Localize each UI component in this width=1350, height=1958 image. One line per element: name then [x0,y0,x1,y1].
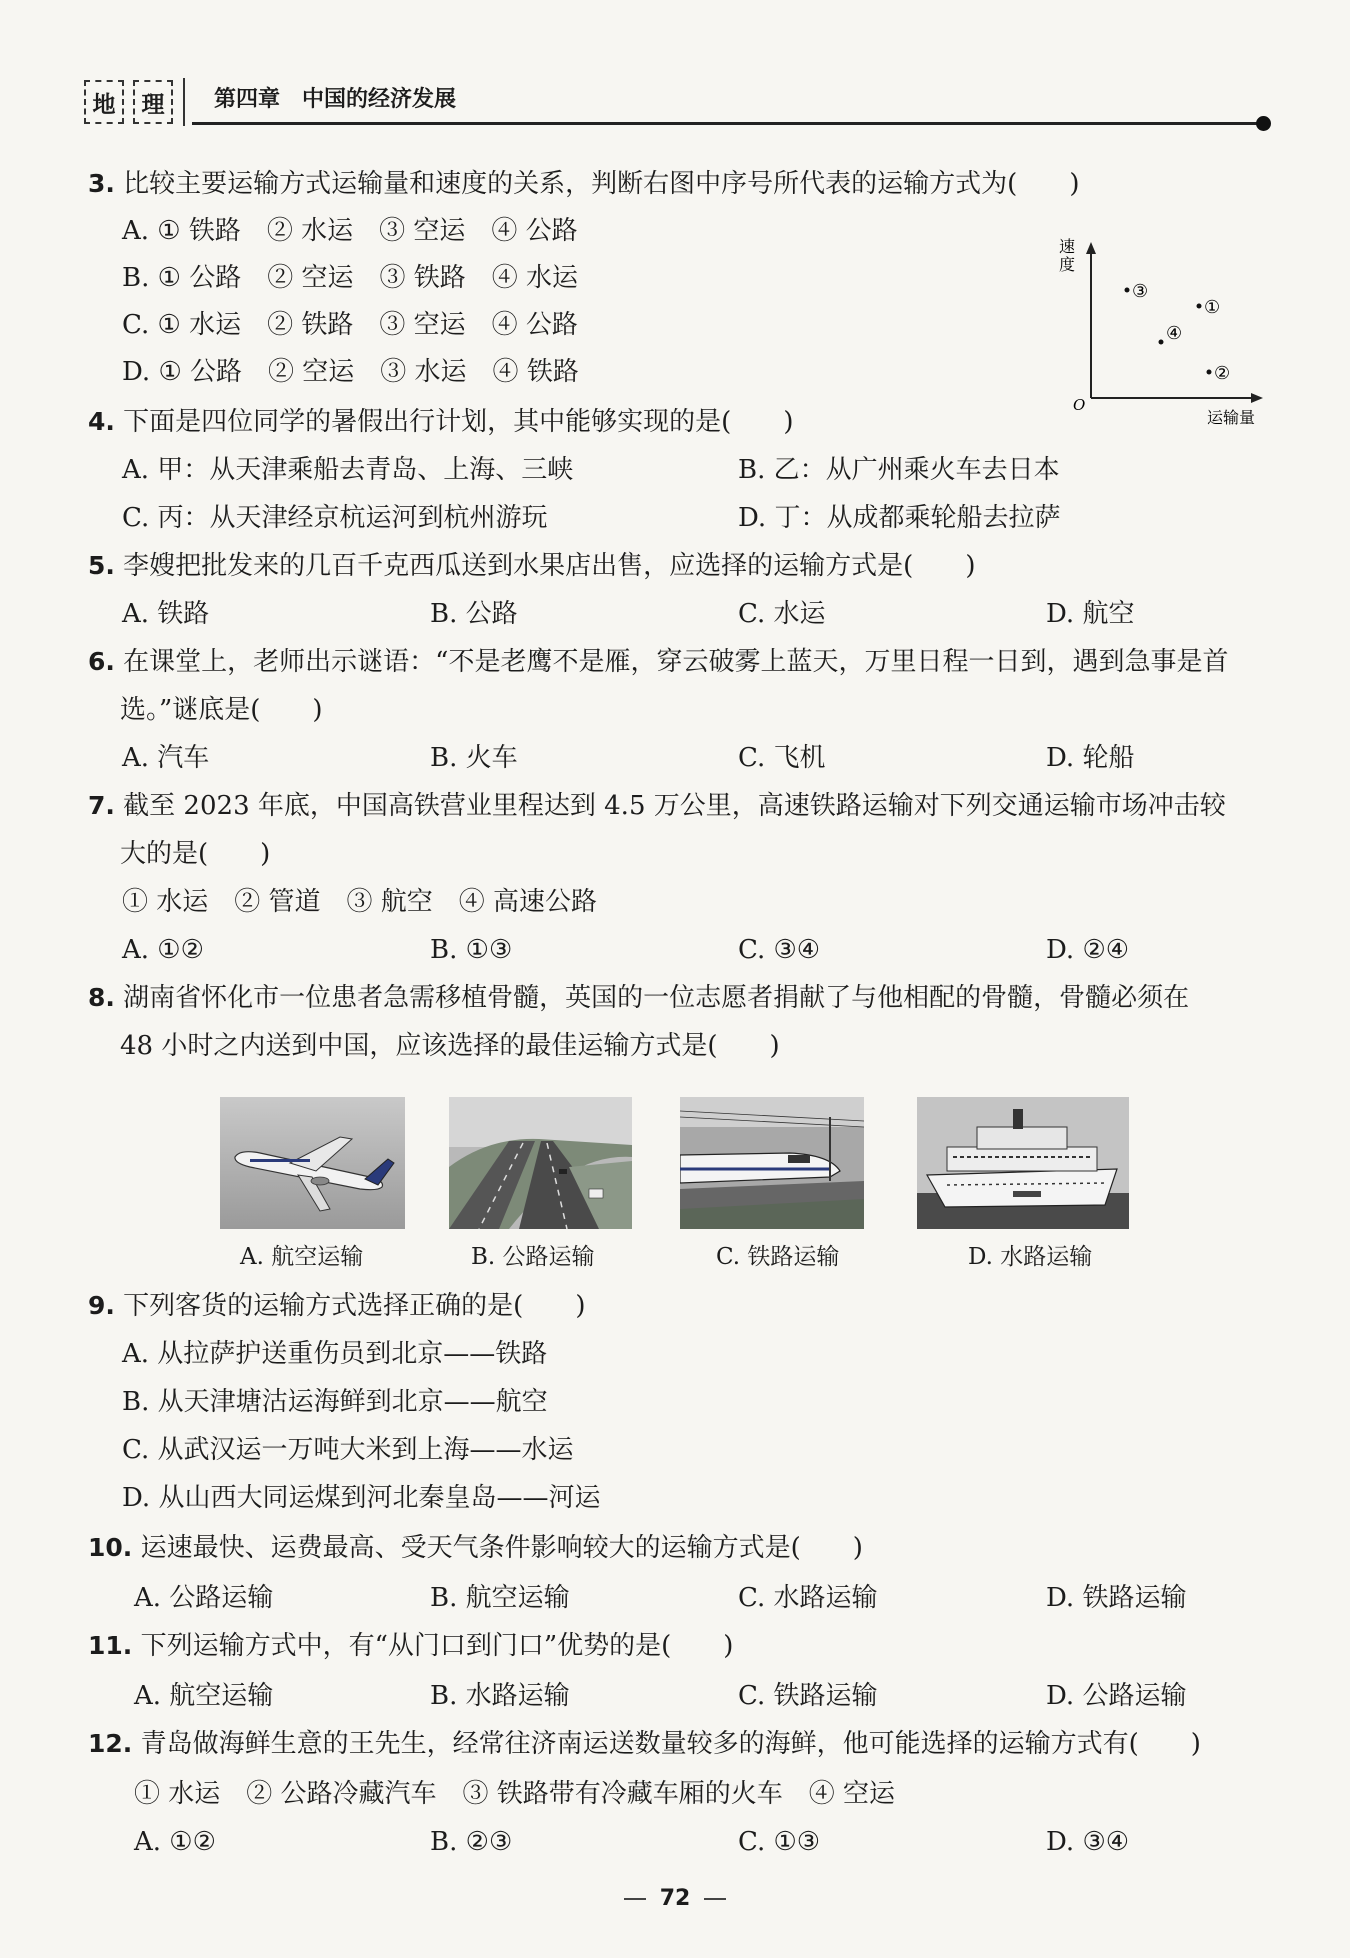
q12-items: ① 水运 ② 公路冷藏汽车 ③ 铁路带有冷藏车厢的火车 ④ 空运 [134,1779,896,1809]
q6-number: 6. [88,647,115,676]
q3-option-b[interactable]: B. ① 公路 ② 空运 ③ 铁路 ④ 水运 [122,263,579,293]
subject-box-1: 地 [84,80,124,124]
q3-stem [88,166,1079,202]
q8-stem-line2: 48 小时之内送到中国，应该选择的最佳运输方式是( ) [120,1031,780,1061]
photo-caption-c[interactable]: C. 铁路运输 [716,1244,840,1270]
q5-option-a[interactable]: A. 铁路 [122,599,210,629]
chapter-number: 第四章 [214,86,281,112]
page-number-dash-right [704,1898,726,1900]
q6-stem-line2: 选。”谜底是( ) [120,695,323,725]
photo-caption-d[interactable]: D. 水路运输 [968,1244,1093,1270]
q10-option-a[interactable]: A. 公路运输 [134,1583,274,1613]
q7-option-c[interactable]: C. ③④ [738,935,821,965]
airplane-photo [220,1097,405,1229]
q7-stem-text1: 截至 2023 年底，中国高铁营业里程达到 4.5 万公里，高速铁路运输对下列交通运输市场冲击较 [123,791,1226,821]
q7-number: 7. [88,791,115,820]
q6-option-a[interactable]: A. 汽车 [122,743,210,773]
q11-option-a[interactable]: A. 航空运输 [134,1681,274,1711]
q5-option-b[interactable]: B. 公路 [430,599,518,629]
q5-option-d[interactable]: D. 航空 [1046,599,1135,629]
q6-option-d[interactable]: D. 轮船 [1046,743,1135,773]
q9-stem [88,1288,585,1324]
q6-stem-line1 [88,644,1228,680]
page-number-dash-left [624,1898,646,1900]
q12-number: 12. [88,1729,133,1758]
point-3 [1125,288,1130,293]
q3-option-c[interactable]: C. ① 水运 ② 铁路 ③ 空运 ④ 公路 [122,310,578,340]
header-separator [183,78,185,126]
x-axis-label: 运输量 [1207,408,1256,427]
q4-stem [88,404,793,440]
q11-stem [88,1628,733,1664]
page-number [0,1886,1350,1911]
q10-stem-text: 运速最快、运费最高、受天气条件影响较大的运输方式是( ) [140,1533,863,1563]
q5-number: 5. [88,551,115,580]
q7-option-d[interactable]: D. ②④ [1046,935,1130,965]
q8-stem-text1: 湖南省怀化市一位患者急需移植骨髓，英国的一位志愿者捐献了与他相配的骨髓，骨髓必须在 [123,983,1190,1013]
q10-option-b[interactable]: B. 航空运输 [430,1583,570,1613]
photo-caption-b[interactable]: B. 公路运输 [471,1244,595,1270]
q9-stem-text: 下列客货的运输方式选择正确的是( ) [123,1291,586,1321]
q8-stem-line1 [88,980,1189,1016]
q6-option-b[interactable]: B. 火车 [430,743,518,773]
chapter-title: 中国的经济发展 [302,86,457,112]
q4-option-b[interactable]: B. 乙：从广州乘火车去日本 [738,455,1060,485]
q12-option-c[interactable]: C. ①③ [738,1827,821,1857]
q11-option-b[interactable]: B. 水路运输 [430,1681,570,1711]
q6-option-c[interactable]: C. 飞机 [738,743,826,773]
point-4 [1159,340,1164,345]
q7-stem-line1 [88,788,1226,824]
q7-stem-line2: 大的是( ) [120,839,271,869]
q9-option-b[interactable]: B. 从天津塘沽运海鲜到北京——航空 [122,1387,548,1417]
header-rule-dot [1256,116,1271,131]
q10-stem [88,1530,863,1566]
speed-volume-chart [1055,230,1275,430]
q6-stem-text1: 在课堂上，老师出示谜语：“不是老鹰不是雁，穿云破雾上蓝天，万里日程一日到，遇到急事是首 [123,647,1229,677]
y-axis-label-2: 度 [1059,255,1076,274]
point-1 [1197,304,1202,309]
point-4-label: ④ [1166,323,1183,344]
x-axis-arrow [1251,393,1263,403]
q11-number: 11. [88,1631,133,1660]
q9-option-d[interactable]: D. 从山西大同运煤到河北秦皇岛——河运 [122,1483,601,1513]
train-photo [680,1097,864,1229]
q4-option-a[interactable]: A. 甲：从天津乘船去青岛、上海、三峡 [122,455,574,485]
ship-photo [917,1097,1129,1229]
q3-number: 3. [88,169,115,198]
q12-stem-text: 青岛做海鲜生意的王先生，经常往济南运送数量较多的海鲜，他可能选择的运输方式有( ) [140,1729,1201,1759]
header-rule [192,122,1262,125]
q4-number: 4. [88,407,115,436]
q10-option-d[interactable]: D. 铁路运输 [1046,1583,1187,1613]
q5-stem-text: 李嫂把批发来的几百千克西瓜送到水果店出售，应选择的运输方式是( ) [123,551,976,581]
highway-photo [449,1097,632,1229]
q11-option-c[interactable]: C. 铁路运输 [738,1681,878,1711]
page-number-text: 72 [659,1886,691,1911]
q10-number: 10. [88,1533,133,1562]
q3-option-a[interactable]: A. ① 铁路 ② 水运 ③ 空运 ④ 公路 [122,216,578,246]
chapter-heading [214,82,478,113]
origin-label: O [1073,396,1086,414]
q12-option-d[interactable]: D. ③④ [1046,1827,1130,1857]
photo-caption-a[interactable]: A. 航空运输 [240,1244,364,1270]
point-2-label: ② [1214,363,1231,384]
q7-option-a[interactable]: A. ①② [122,935,204,965]
q4-stem-text: 下面是四位同学的暑假出行计划，其中能够实现的是( ) [123,407,794,437]
q5-option-c[interactable]: C. 水运 [738,599,826,629]
q9-number: 9. [88,1291,115,1320]
subject-box-2: 理 [133,80,173,124]
q10-option-c[interactable]: C. 水路运输 [738,1583,878,1613]
q12-option-b[interactable]: B. ②③ [430,1827,513,1857]
q11-stem-text: 下列运输方式中，有“从门口到门口”优势的是( ) [140,1631,734,1661]
q7-option-b[interactable]: B. ①③ [430,935,513,965]
q5-stem [88,548,975,584]
y-axis-arrow [1086,242,1096,254]
point-1-label: ① [1204,297,1221,318]
q12-option-a[interactable]: A. ①② [134,1827,216,1857]
q12-stem [88,1726,1201,1762]
q3-stem-text: 比较主要运输方式运输量和速度的关系，判断右图中序号所代表的运输方式为( ) [123,169,1080,199]
point-3-label: ③ [1132,281,1149,302]
q7-items: ① 水运 ② 管道 ③ 航空 ④ 高速公路 [122,887,598,917]
q4-option-c[interactable]: C. 丙：从天津经京杭运河到杭州游玩 [122,503,548,533]
point-2 [1207,370,1212,375]
q11-option-d[interactable]: D. 公路运输 [1046,1681,1187,1711]
q9-option-a[interactable]: A. 从拉萨护送重伤员到北京——铁路 [122,1339,548,1369]
q9-option-c[interactable]: C. 从武汉运一万吨大米到上海——水运 [122,1435,574,1465]
q8-number: 8. [88,983,115,1012]
q4-option-d[interactable]: D. 丁：从成都乘轮船去拉萨 [738,503,1061,533]
y-axis-label-1: 速 [1059,237,1076,256]
q3-option-d[interactable]: D. ① 公路 ② 空运 ③ 水运 ④ 铁路 [122,357,579,387]
